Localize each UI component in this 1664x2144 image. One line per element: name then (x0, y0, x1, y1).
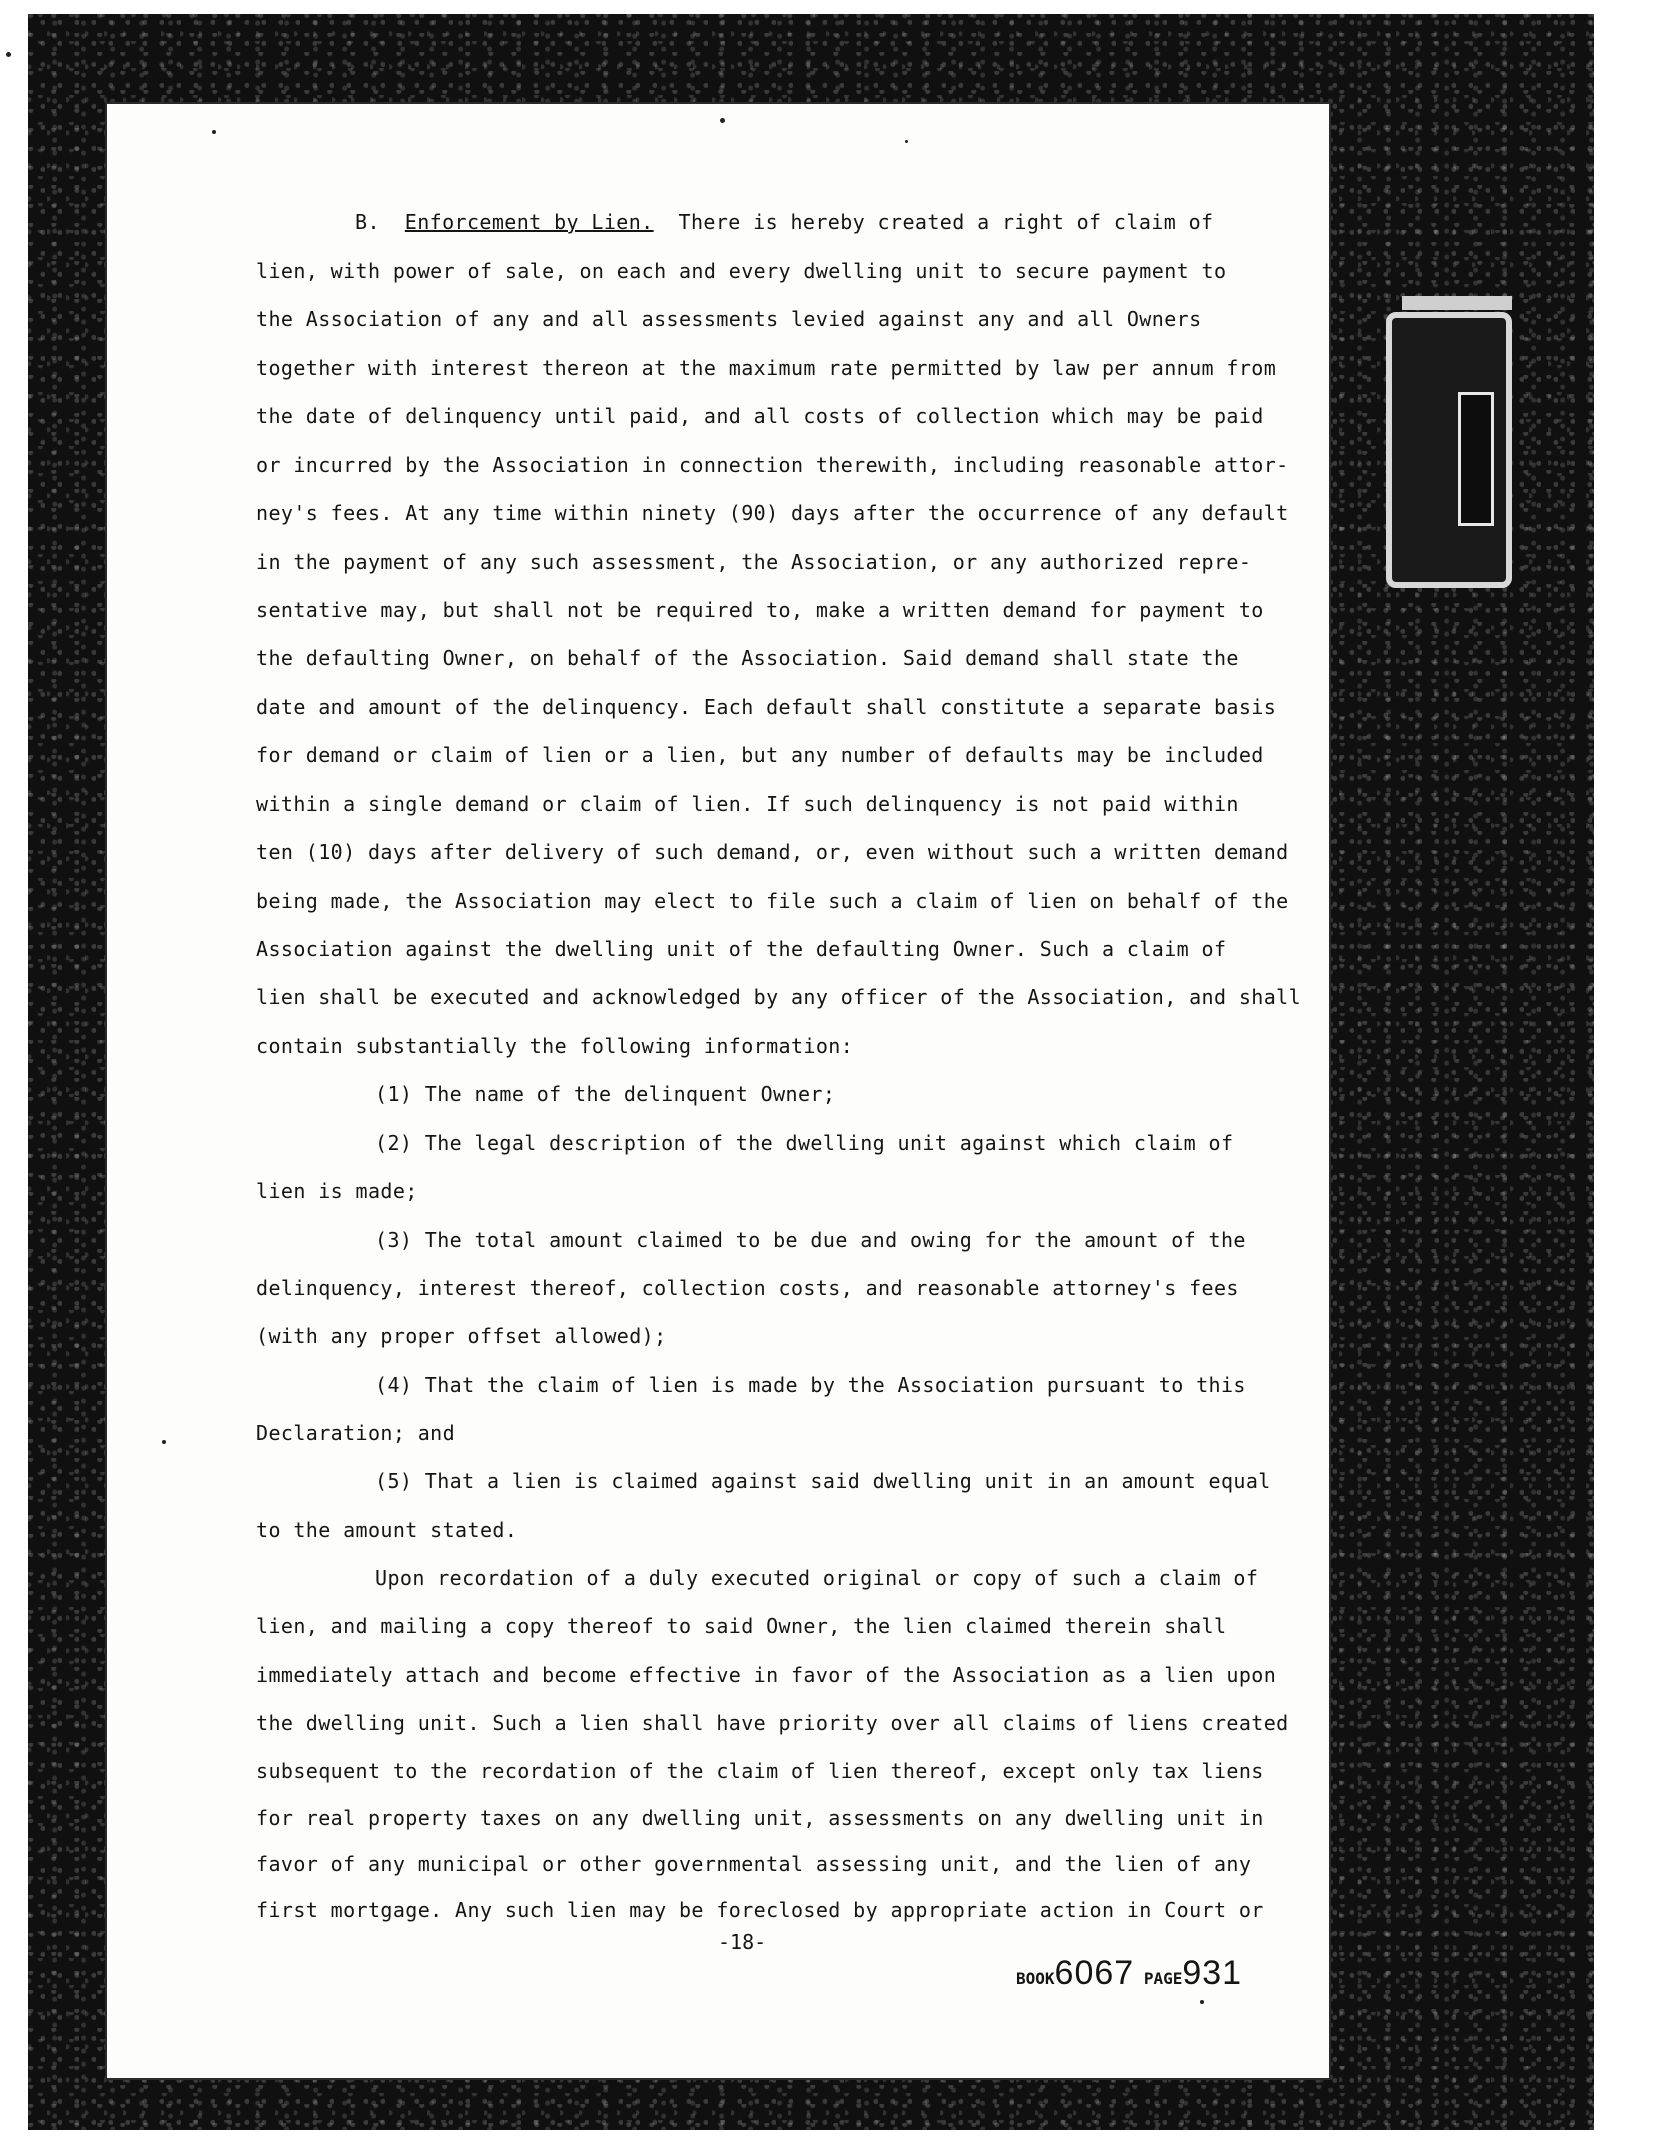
body-line: contain substantially the following information: (256, 1034, 854, 1058)
page-reference: 931 (1182, 1954, 1243, 1992)
body-line: within a single demand or claim of lien. If such delinquency is not paid within (256, 792, 1239, 816)
scan-speck (212, 130, 216, 134)
closing-line: the dwelling unit. Such a lien shall have priority over all claims of liens created (256, 1711, 1289, 1735)
body-line: lien shall be executed and acknowledged by any officer of the Association, and shall (256, 985, 1302, 1009)
body-line: the Association of any and all assessments levied against any and all Owners (256, 307, 1202, 331)
scan-speck (6, 52, 11, 57)
list-item-start: (4) That the claim of lien is made by the Association pursuant to this (375, 1373, 1246, 1397)
scan-speck (1200, 2000, 1204, 2004)
book-number: 6067 (1054, 1954, 1135, 1992)
section-letter: B. (355, 210, 380, 234)
body-line: in the payment of any such assessment, the Association, or any authorized repre- (256, 550, 1252, 574)
body-line: or incurred by the Association in connection therewith, including reasonable attor- (256, 453, 1289, 477)
closing-line: Upon recordation of a duly executed original or copy of such a claim of (375, 1566, 1259, 1590)
section-first-line-text: There is hereby created a right of claim of (678, 210, 1214, 234)
body-line: Association against the dwelling unit of the defaulting Owner. Such a claim of (256, 937, 1227, 961)
body-line: together with interest thereon at the maximum rate permitted by law per annum from (256, 356, 1277, 380)
body-line: ney's fees. At any time within ninety (90) days after the occurrence of any default (256, 501, 1289, 525)
page-number: -18- (718, 1930, 767, 1954)
closing-line: favor of any municipal or other governmental assessing unit, and the lien of any (256, 1852, 1252, 1876)
clip-slot (1458, 392, 1494, 526)
section-first-line (355, 210, 1213, 234)
list-item-continuation: Declaration; and (256, 1421, 456, 1445)
list-item-continuation: (with any proper offset allowed); (256, 1324, 667, 1348)
closing-line: for real property taxes on any dwelling unit, assessments on any dwelling unit in (256, 1806, 1264, 1830)
scan-speck (905, 140, 908, 143)
scan-speck (162, 1440, 166, 1444)
closing-line: first mortgage. Any such lien may be foreclosed by appropriate action in Court or (256, 1898, 1264, 1922)
body-line: the date of delinquency until paid, and all costs of collection which may be paid (256, 404, 1264, 428)
list-item-start: (3) The total amount claimed to be due and owing for the amount of the (375, 1228, 1246, 1252)
closing-line: immediately attach and become effective in favor of the Association as a lien upon (256, 1663, 1277, 1687)
list-item-start: (5) That a lien is claimed against said dwelling unit in an amount equal (375, 1469, 1271, 1493)
body-line: being made, the Association may elect to file such a claim of lien on behalf of the (256, 889, 1289, 913)
scan-speck (720, 118, 725, 123)
body-line: the defaulting Owner, on behalf of the Association. Said demand shall state the (256, 646, 1239, 670)
book-label: BOOK (1016, 1969, 1055, 1988)
book-page-reference (1016, 1954, 1242, 1993)
body-line: for demand or claim of lien or a lien, but any number of defaults may be included (256, 743, 1264, 767)
clip-band (1402, 296, 1512, 310)
body-line: sentative may, but shall not be required to, make a written demand for payment to (256, 598, 1264, 622)
body-line: ten (10) days after delivery of such demand, or, even without such a written demand (256, 840, 1289, 864)
list-item-continuation: to the amount stated. (256, 1518, 518, 1542)
body-line: lien, with power of sale, on each and every dwelling unit to secure payment to (256, 259, 1227, 283)
list-item-start: (2) The legal description of the dwelling unit against which claim of (375, 1131, 1234, 1155)
page-label: PAGE (1143, 1969, 1183, 1988)
list-item-continuation: lien is made; (256, 1179, 418, 1203)
closing-line: subsequent to the recordation of the claim of lien thereof, except only tax liens (256, 1759, 1264, 1783)
section-heading: Enforcement by Lien. (404, 210, 654, 234)
list-item-continuation: delinquency, interest thereof, collection costs, and reasonable attorney's fees (256, 1276, 1239, 1300)
body-line: date and amount of the delinquency. Each default shall constitute a separate basis (256, 695, 1277, 719)
closing-line: lien, and mailing a copy thereof to said Owner, the lien claimed therein shall (256, 1614, 1227, 1638)
clip-stamp (1386, 312, 1512, 588)
list-item-start: (1) The name of the delinquent Owner; (375, 1082, 836, 1106)
